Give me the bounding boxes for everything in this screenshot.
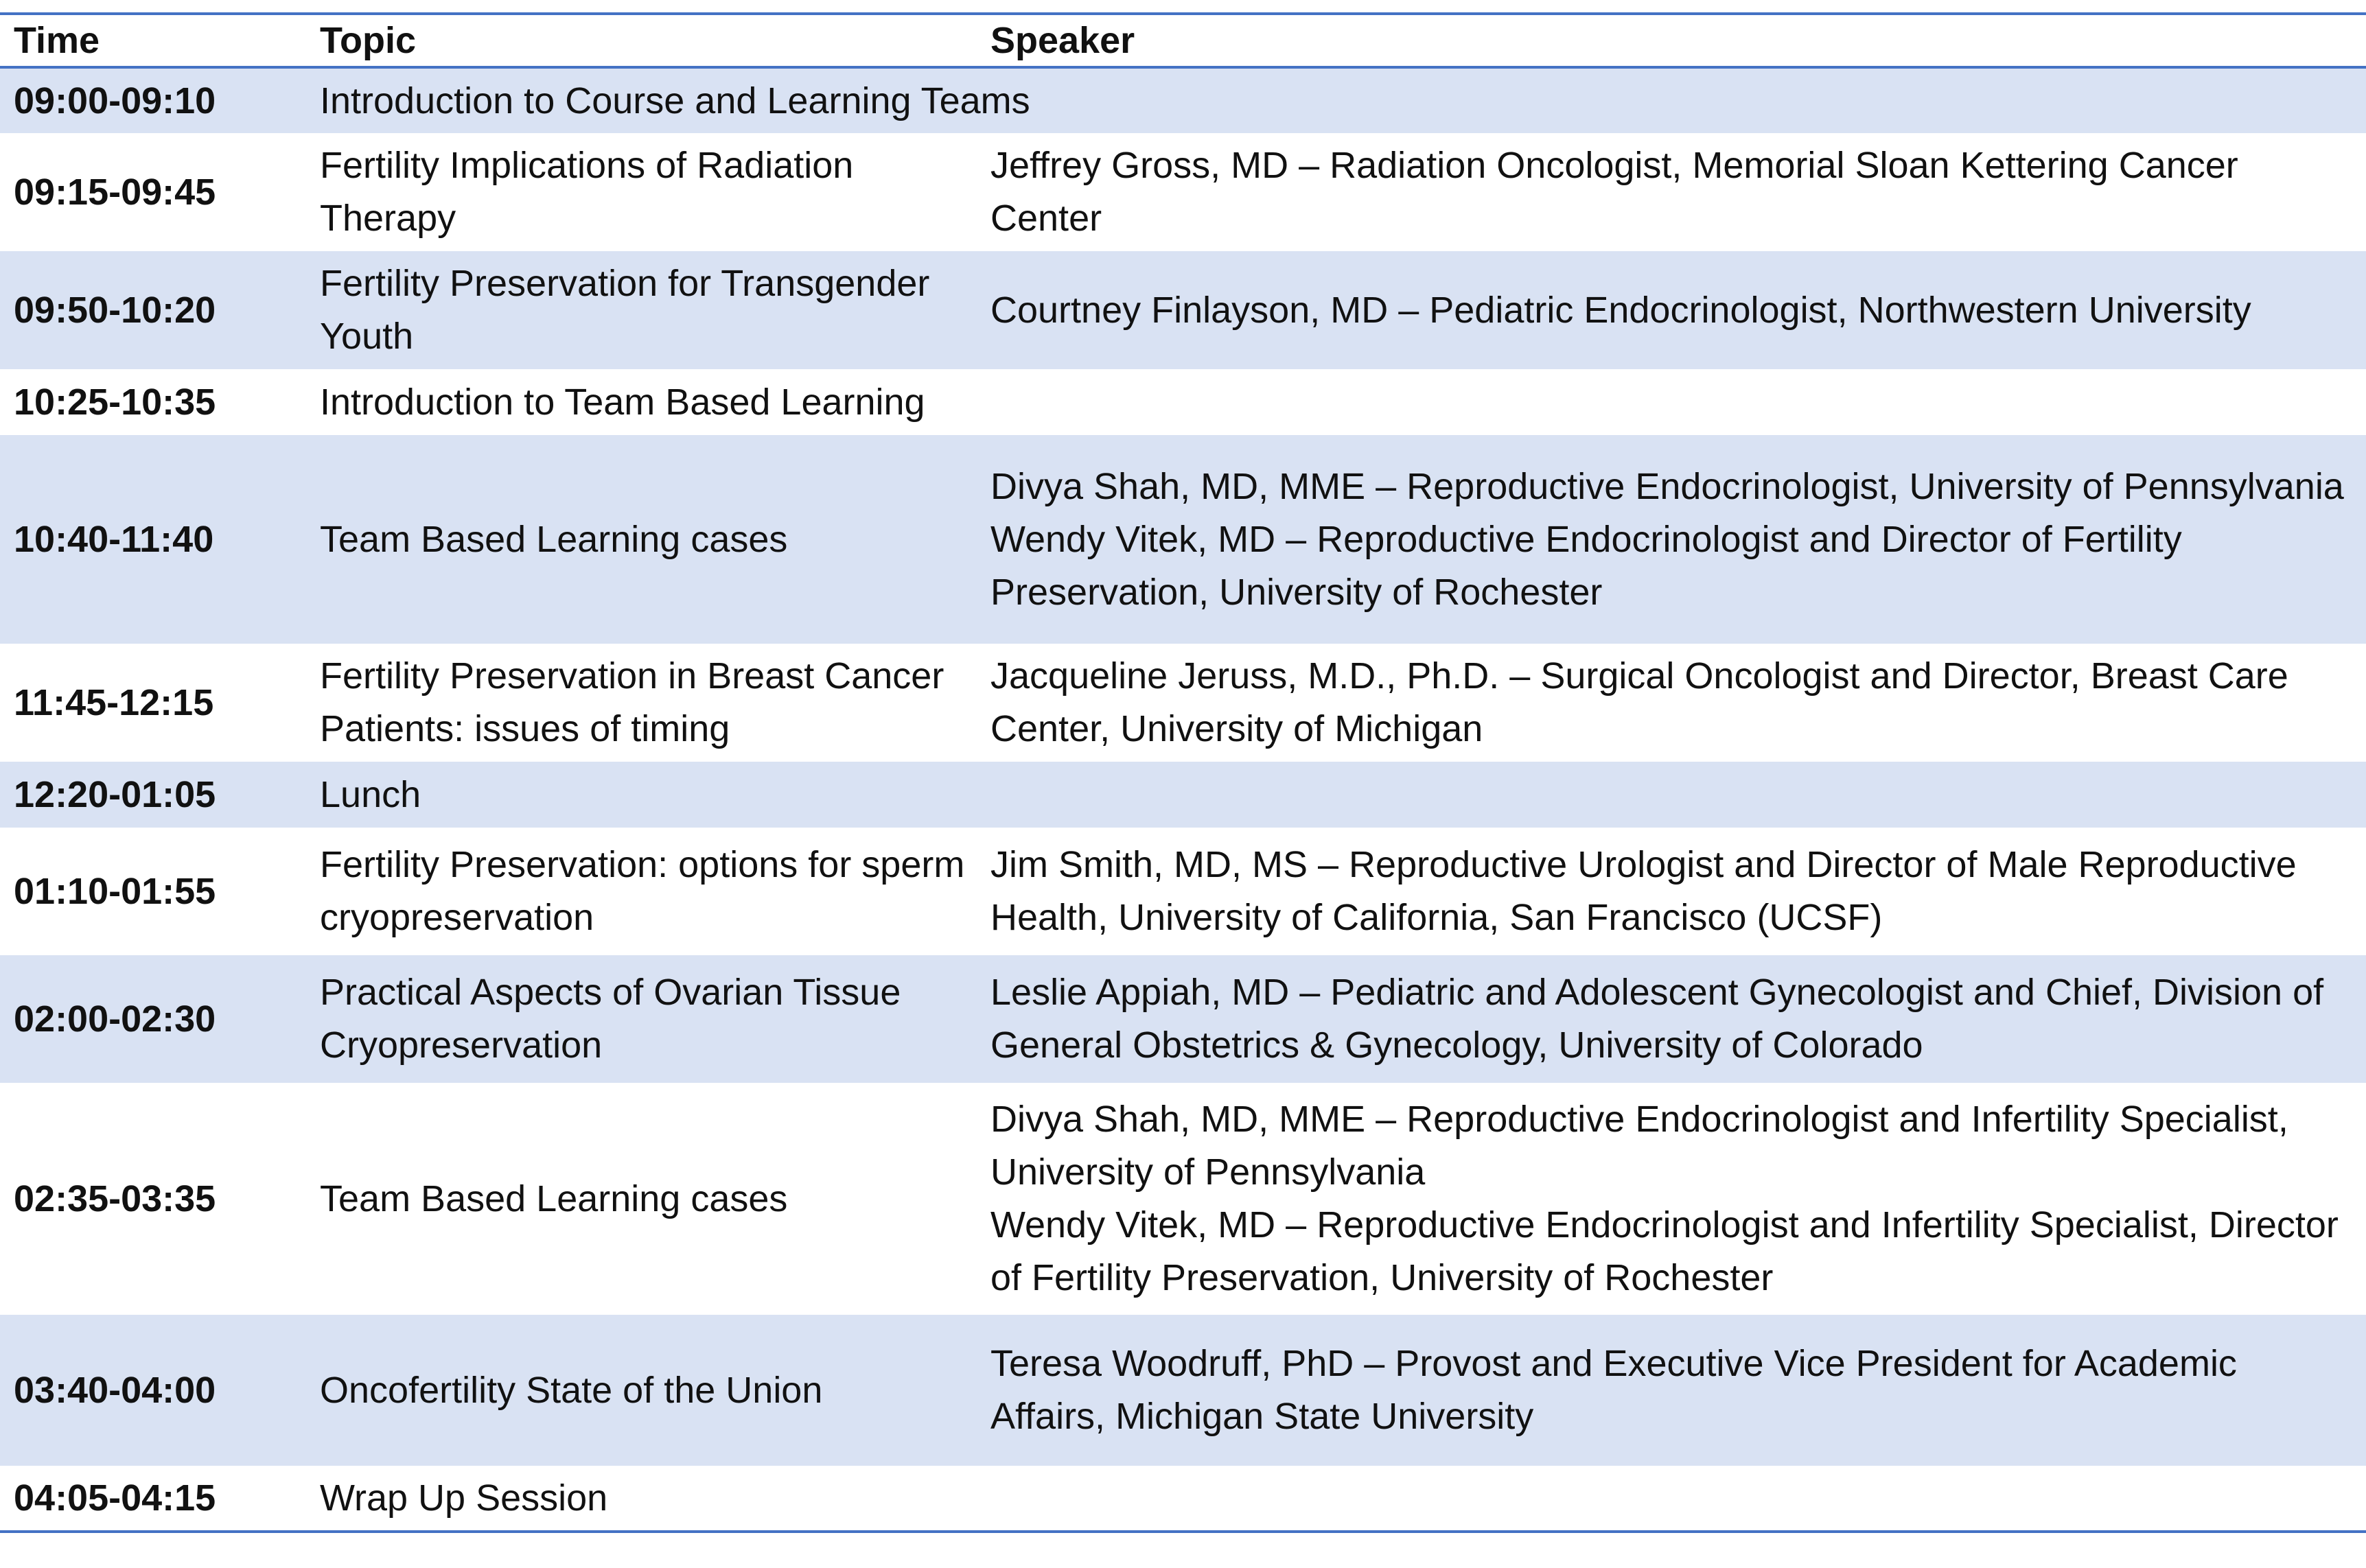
session-topic: Fertility Preservation: options for sperm cryopreservation <box>320 844 965 938</box>
schedule-row <box>0 644 2366 762</box>
speaker-entry: Divya Shah, MD, MME – Reproductive Endocrinologist, University of Pennsylvania <box>990 465 2344 507</box>
session-topic: Fertility Preservation in Breast Cancer Patients: issues of timing <box>320 655 944 749</box>
session-topic: Team Based Learning cases <box>320 1178 788 1219</box>
session-topic: Lunch <box>314 762 2366 828</box>
session-speakers <box>985 644 2366 762</box>
schedule-table <box>0 12 2366 1533</box>
session-speakers <box>985 955 2366 1083</box>
speaker-entry: Jacqueline Jeruss, M.D., Ph.D. – Surgical Oncologist and Director, Breast Care Center, University of Michigan <box>990 655 2288 749</box>
time-column-header: Time <box>14 20 100 61</box>
session-topic: Fertility Preservation for Transgender Youth <box>314 251 985 369</box>
schedule-body <box>0 67 2366 1532</box>
session-topic: Introduction to Team Based Learning <box>320 381 925 423</box>
session-topic: Team Based Learning cases <box>314 435 985 644</box>
schedule-row <box>0 435 2366 644</box>
session-speakers <box>985 828 2366 955</box>
schedule-row <box>0 1083 2366 1315</box>
session-time: 11:45-12:15 <box>14 681 214 723</box>
session-time: 12:20-01:05 <box>0 762 314 828</box>
schedule-row <box>0 369 2366 435</box>
session-speakers <box>985 1315 2366 1466</box>
speaker-column-header: Speaker <box>990 20 1135 61</box>
session-speakers <box>985 1083 2366 1315</box>
session-time: 02:00-02:30 <box>0 955 314 1083</box>
speaker-entry: Leslie Appiah, MD – Pediatric and Adolescent Gynecologist and Chief, Division of General Obstetrics & Gynecology, University of Colorado <box>990 972 2324 1066</box>
session-time: 10:25-10:35 <box>14 381 216 423</box>
session-topic: Wrap Up Session <box>320 1477 608 1519</box>
speaker-entry: Courtney Finlayson, MD – Pediatric Endocrinologist, Northwestern University <box>990 289 2251 331</box>
schedule-row <box>0 1315 2366 1466</box>
schedule-row <box>0 828 2366 955</box>
speaker-entry: Divya Shah, MD, MME – Reproductive Endocrinologist and Infertility Specialist, University of Pennsylvania <box>990 1099 2288 1193</box>
speaker-entry: Wendy Vitek, MD – Reproductive Endocrinologist and Director of Fertility Preservation, University of Rochester <box>990 518 2182 613</box>
schedule-header <box>0 14 2366 67</box>
session-time: 09:15-09:45 <box>14 171 216 213</box>
session-topic: Fertility Implications of Radiation Therapy <box>320 145 854 239</box>
session-time: 03:40-04:00 <box>0 1315 314 1466</box>
speaker-entry: Teresa Woodruff, PhD – Provost and Executive Vice President for Academic Affairs, Michigan State University <box>990 1343 2237 1437</box>
session-time: 09:00-09:10 <box>0 67 314 133</box>
session-topic: Oncofertility State of the Union <box>314 1315 985 1466</box>
session-speakers <box>985 435 2366 644</box>
speaker-entry: Wendy Vitek, MD – Reproductive Endocrinologist and Infertility Specialist, Director of Fertility Preservation, University of Rochester <box>990 1204 2339 1298</box>
schedule-row <box>0 955 2366 1083</box>
header-row <box>0 14 2366 67</box>
session-time: 01:10-01:55 <box>14 870 216 912</box>
session-speakers <box>985 133 2366 251</box>
session-time: 04:05-04:15 <box>14 1477 216 1519</box>
session-topic: Introduction to Course and Learning Teams <box>314 67 2366 133</box>
session-time: 02:35-03:35 <box>14 1178 216 1219</box>
speaker-entry: Jeffrey Gross, MD – Radiation Oncologist, Memorial Sloan Kettering Cancer Center <box>990 145 2238 239</box>
schedule-row <box>0 133 2366 251</box>
topic-column-header: Topic <box>320 20 416 61</box>
schedule-row <box>0 1466 2366 1532</box>
schedule-row <box>0 67 2366 133</box>
session-time: 10:40-11:40 <box>0 435 314 644</box>
session-topic: Practical Aspects of Ovarian Tissue Cryopreservation <box>314 955 985 1083</box>
schedule-row <box>0 762 2366 828</box>
session-speakers <box>985 251 2366 369</box>
schedule-row <box>0 251 2366 369</box>
speaker-entry: Jim Smith, MD, MS – Reproductive Urologist and Director of Male Reproductive Health, University of California, San Francisco (UCSF) <box>990 844 2297 938</box>
session-time: 09:50-10:20 <box>0 251 314 369</box>
